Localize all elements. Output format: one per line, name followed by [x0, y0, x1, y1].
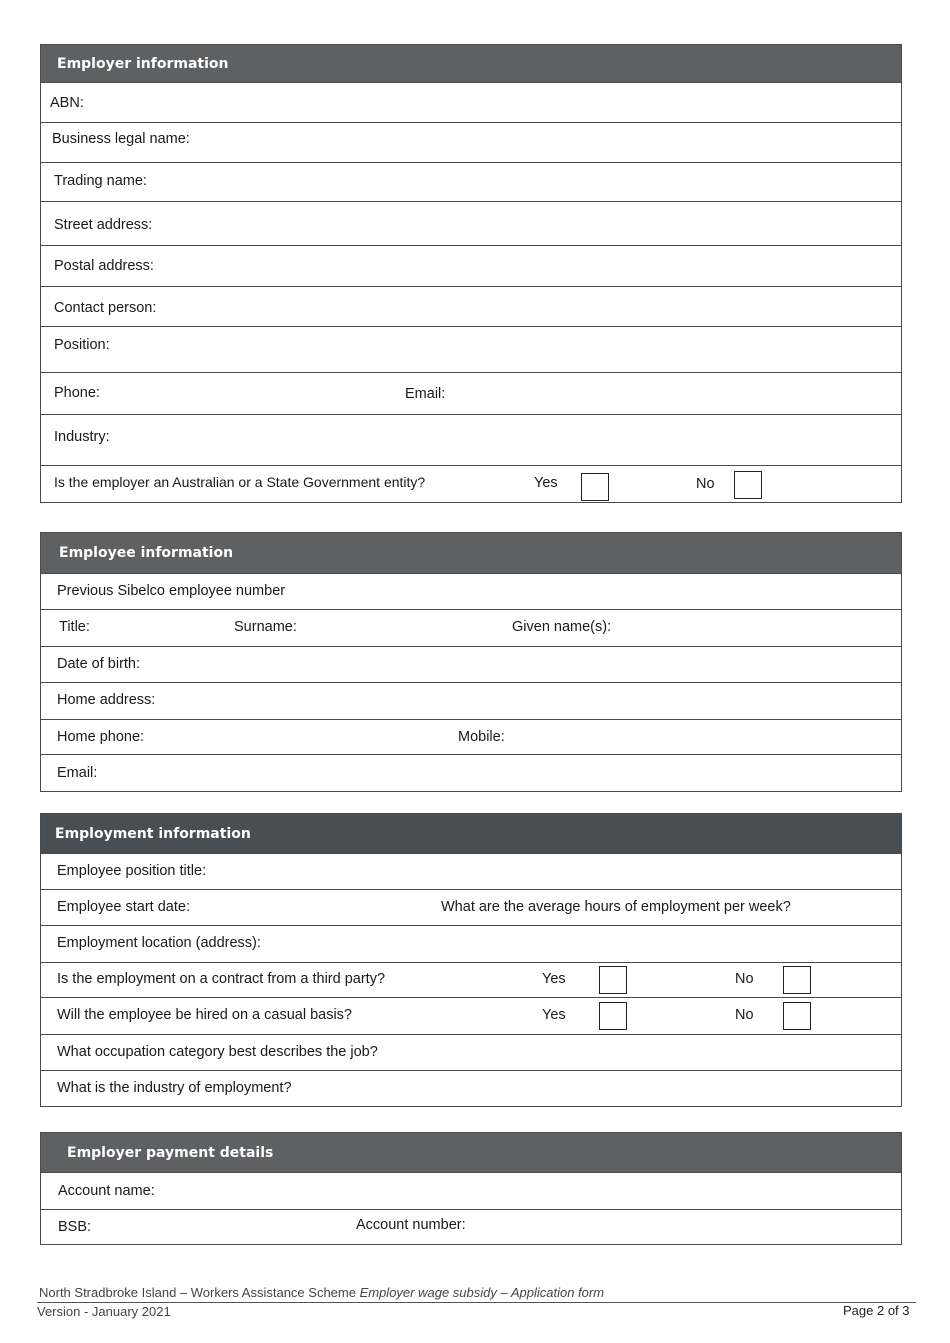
employment-information-header — [41, 814, 901, 853]
contract-question-row — [41, 962, 901, 998]
street-address-field[interactable] — [41, 201, 901, 246]
casual-yes-checkbox[interactable] — [599, 1002, 627, 1030]
street-address-label: Street address: — [54, 217, 153, 233]
payment-details-section — [40, 1132, 902, 1245]
position-label: Position: — [54, 337, 110, 353]
abn-label: ABN: — [50, 95, 84, 111]
name-row — [41, 609, 901, 647]
mobile-label[interactable]: Mobile: — [458, 729, 505, 745]
home-phone-label[interactable]: Home phone: — [57, 729, 145, 745]
section-title: Employment information — [55, 825, 251, 842]
position-title-label: Employee position title: — [57, 863, 207, 879]
footer-divider — [37, 1302, 916, 1303]
bank-details-row — [41, 1209, 901, 1245]
no-label: No — [696, 476, 715, 492]
average-hours-label[interactable]: What are the average hours of employment per week? — [441, 899, 791, 915]
bsb-label[interactable]: BSB: — [58, 1219, 92, 1235]
contract-yes-checkbox[interactable] — [599, 966, 627, 994]
footer-page-number: Page 2 of 3 — [843, 1303, 910, 1318]
section-title: Employee information — [59, 545, 234, 561]
start-date-hours-row — [41, 889, 901, 926]
trading-name-label: Trading name: — [54, 173, 147, 189]
date-of-birth-field[interactable] — [41, 646, 901, 683]
previous-employee-number-label: Previous Sibelco employee number — [57, 583, 286, 599]
surname-label[interactable]: Surname: — [234, 619, 297, 635]
previous-employee-number-field[interactable] — [41, 573, 901, 610]
start-date-label[interactable]: Employee start date: — [57, 899, 190, 915]
payment-details-header — [41, 1133, 901, 1172]
industry-field[interactable] — [41, 414, 901, 466]
yes-label: Yes — [542, 971, 566, 987]
home-address-label: Home address: — [57, 692, 156, 708]
legal-name-label: Business legal name: — [52, 131, 190, 147]
account-name-field[interactable] — [41, 1172, 901, 1210]
email-label[interactable]: Email: — [405, 386, 446, 402]
government-entity-question: Is the employer an Australian or a State Government entity? — [54, 474, 426, 490]
industry-label: Industry: — [54, 429, 110, 445]
occupation-category-label: What occupation category best describes the job? — [57, 1044, 378, 1060]
government-entity-row — [41, 465, 901, 503]
employee-information-header — [41, 533, 901, 573]
section-title: Employer payment details — [67, 1144, 274, 1161]
industry-of-employment-field[interactable] — [41, 1070, 901, 1107]
legal-name-field[interactable] — [41, 122, 901, 163]
footer-document-title — [39, 1285, 604, 1300]
section-title: Employer information — [57, 55, 229, 72]
trading-name-field[interactable] — [41, 162, 901, 202]
postal-address-label: Postal address: — [54, 258, 154, 274]
footer-version: Version - January 2021 — [37, 1304, 171, 1319]
yes-label: Yes — [542, 1007, 566, 1023]
home-address-field[interactable] — [41, 682, 901, 720]
footer-scheme-name: North Stradbroke Island – Workers Assistance Scheme — [39, 1285, 360, 1300]
no-label: No — [735, 971, 754, 987]
occupation-category-field[interactable] — [41, 1034, 901, 1071]
contact-person-label: Contact person: — [54, 300, 157, 316]
date-of-birth-label: Date of birth: — [57, 656, 141, 672]
given-names-label[interactable]: Given name(s): — [512, 619, 612, 635]
government-no-checkbox[interactable] — [734, 471, 762, 499]
position-field[interactable] — [41, 326, 901, 373]
casual-question-row — [41, 997, 901, 1035]
employee-email-label: Email: — [57, 765, 98, 781]
phone-mobile-row — [41, 719, 901, 755]
government-yes-checkbox[interactable] — [581, 473, 609, 501]
employee-email-field[interactable] — [41, 754, 901, 792]
contract-question-label: Is the employment on a contract from a third party? — [57, 971, 386, 987]
title-label[interactable]: Title: — [59, 619, 90, 635]
yes-label: Yes — [534, 475, 558, 491]
contract-no-checkbox[interactable] — [783, 966, 811, 994]
employer-information-header — [41, 45, 901, 82]
contact-person-field[interactable] — [41, 286, 901, 327]
no-label: No — [735, 1007, 754, 1023]
account-name-label: Account name: — [58, 1183, 155, 1199]
employment-location-label: Employment location (address): — [57, 935, 261, 951]
footer-form-title: Employer wage subsidy – Application form — [359, 1285, 605, 1300]
casual-question-label: Will the employee be hired on a casual basis? — [57, 1007, 352, 1023]
position-title-field[interactable] — [41, 853, 901, 890]
industry-of-employment-label: What is the industry of employment? — [57, 1080, 292, 1096]
employer-information-section — [40, 44, 902, 503]
postal-address-field[interactable] — [41, 245, 901, 287]
employment-information-section — [40, 813, 902, 1107]
account-number-label[interactable]: Account number: — [356, 1217, 466, 1233]
phone-label[interactable]: Phone: — [54, 385, 100, 401]
employment-location-field[interactable] — [41, 925, 901, 963]
phone-email-row — [41, 372, 901, 415]
abn-field[interactable] — [41, 82, 901, 123]
employee-information-section — [40, 532, 902, 792]
casual-no-checkbox[interactable] — [783, 1002, 811, 1030]
